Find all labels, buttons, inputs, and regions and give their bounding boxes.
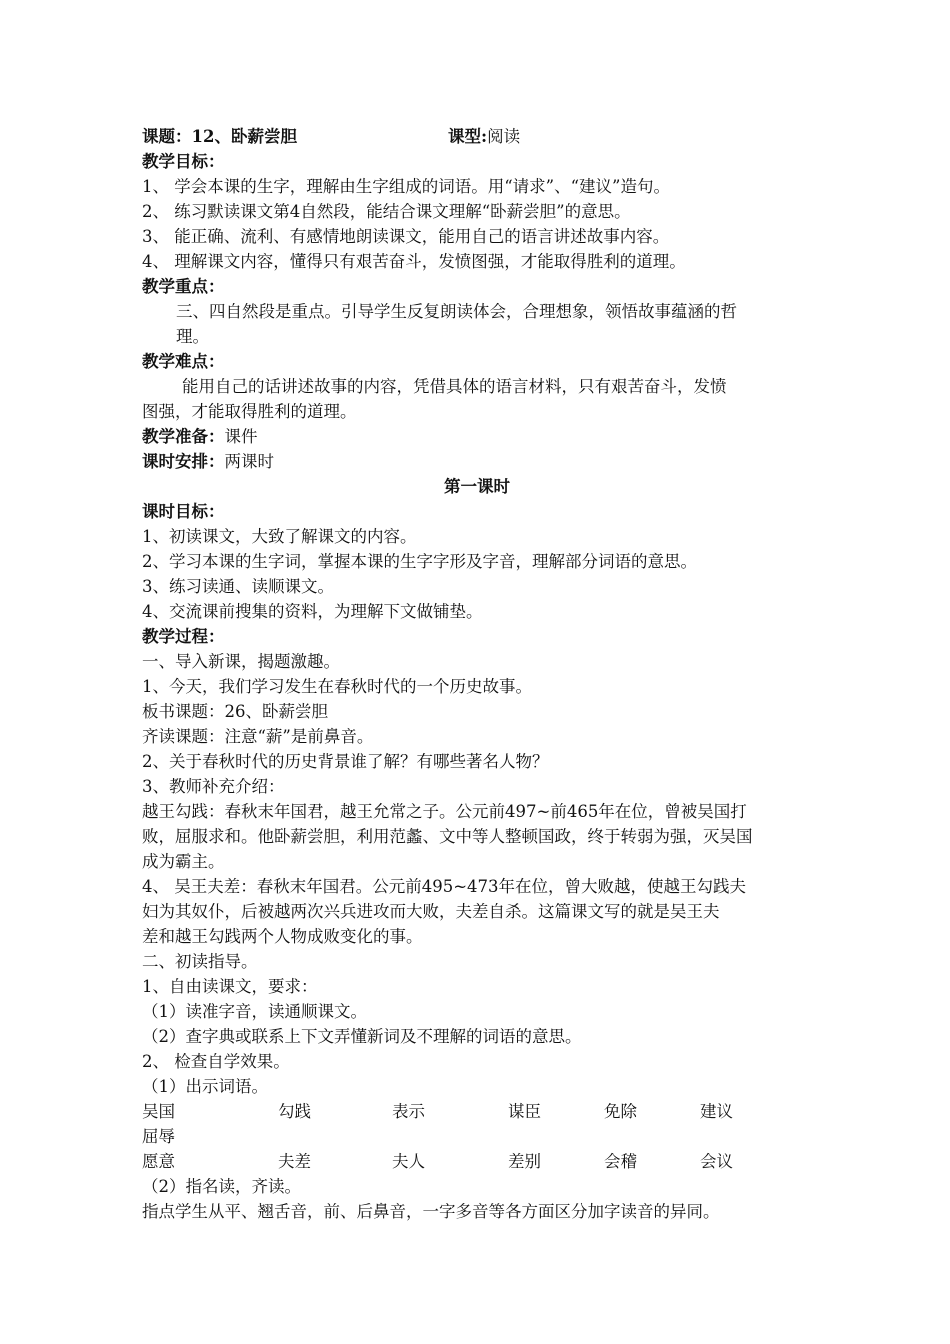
lesson-goal-item: 1、初读课文，大致了解课文的内容。 — [142, 527, 417, 546]
word: 吴国 — [142, 1102, 175, 1121]
prep-row — [142, 424, 812, 449]
process-line: （2）查字典或联系上下文弄懂新词及不理解的词语的意思。 — [142, 1027, 582, 1046]
fuchai-paragraph: 差和越王勾践两个人物成败变化的事。 — [142, 927, 423, 946]
process-line: 1、自由读课文，要求： — [142, 977, 318, 996]
type-label: 课型: — [448, 127, 488, 146]
fuchai-paragraph: 4、 吴王夫差：春秋末年国君。公元前495~473年在位，曾大败越，使越王勾践夫 — [142, 877, 747, 896]
difficulty-text-line1: 能用自己的话讲述故事的内容，凭借具体的语言材料，只有艰苦奋斗，发愤 — [182, 377, 727, 396]
schedule-label: 课时安排： — [142, 452, 225, 471]
process-line: 一、导入新课，揭题激趣。 — [142, 652, 340, 671]
process-line: 1、今天，我们学习发生在春秋时代的一个历史故事。 — [142, 677, 532, 696]
word: 表示 — [392, 1102, 425, 1121]
process-line: 齐读课题：注意“薪”是前鼻音。 — [142, 727, 374, 746]
word: 夫差 — [278, 1152, 311, 1171]
document-page — [142, 124, 812, 1224]
word: 差别 — [508, 1152, 541, 1171]
topic-label: 课题： — [142, 127, 192, 146]
lesson-goals-heading: 课时目标： — [142, 502, 225, 521]
goal-item: 2、 练习默读课文第4自然段，能结合课文理解“卧薪尝胆”的意思。 — [142, 202, 631, 221]
goujian-paragraph: 败，屈服求和。他卧薪尝胆，利用范蠡、文中等人整顿国政，终于转弱为强，灭吴国 — [142, 827, 753, 846]
process-line: （1）读准字音，读通顺课文。 — [142, 1002, 367, 1021]
goal-item: 4、 理解课文内容，懂得只有艰苦奋斗，发愤图强，才能取得胜利的道理。 — [142, 252, 686, 271]
topic-value: 12、卧薪尝胆 — [191, 127, 297, 146]
focus-text-line1: 三、四自然段是重点。引导学生反复朗读体会，合理想象，领悟故事蕴涵的哲 — [176, 302, 737, 321]
type-value: 阅读 — [487, 127, 521, 146]
title-row — [142, 124, 812, 149]
process-line: 板书课题：26、卧薪尝胆 — [142, 702, 328, 721]
word-row-1 — [142, 1099, 812, 1124]
process-line: 3、教师补充介绍： — [142, 777, 285, 796]
word: 夫人 — [392, 1152, 425, 1171]
word: 免除 — [604, 1102, 637, 1121]
word: 建议 — [700, 1102, 733, 1121]
word: 会议 — [700, 1152, 733, 1171]
goujian-paragraph: 成为霸主。 — [142, 852, 225, 871]
difficulty-heading: 教学难点： — [142, 352, 225, 371]
process-line: 2、关于春秋时代的历史背景谁了解？有哪些著名人物？ — [142, 752, 549, 771]
process-line: 2、 检查自学效果。 — [142, 1052, 290, 1071]
word: 勾践 — [278, 1102, 311, 1121]
lesson-goal-item: 2、学习本课的生字词，掌握本课的生字字形及字音，理解部分词语的意思。 — [142, 552, 697, 571]
focus-heading: 教学重点： — [142, 277, 225, 296]
fuchai-paragraph: 妇为其奴仆，后被越两次兴兵进攻而大败，夫差自杀。这篇课文写的就是吴王夫 — [142, 902, 720, 921]
lesson-goal-item: 4、交流课前搜集的资料，为理解下文做铺垫。 — [142, 602, 483, 621]
schedule-value: 两课时 — [224, 452, 274, 471]
schedule-row — [142, 449, 812, 474]
word: 谋臣 — [508, 1102, 541, 1121]
goal-item: 1、 学会本课的生字，理解由生字组成的词语。用“请求”、“建议”造句。 — [142, 177, 670, 196]
process-heading: 教学过程： — [142, 627, 225, 646]
prep-value: 课件 — [224, 427, 258, 446]
word: 屈辱 — [142, 1127, 175, 1146]
word: 愿意 — [142, 1152, 175, 1171]
process-line: （2）指名读，齐读。 — [142, 1177, 301, 1196]
word-row-2 — [142, 1149, 812, 1174]
process-line: 二、初读指导。 — [142, 952, 258, 971]
word: 会稽 — [604, 1152, 637, 1171]
difficulty-text-line2: 图强，才能取得胜利的道理。 — [142, 402, 357, 421]
lesson-goal-item: 3、练习读通、读顺课文。 — [142, 577, 334, 596]
process-line: 指点学生从平、翘舌音，前、后鼻音，一字多音等各方面区分加字读音的异同。 — [142, 1202, 720, 1221]
process-line: （1）出示词语。 — [142, 1077, 268, 1096]
goujian-paragraph: 越王勾践：春秋末年国君，越王允常之子。公元前497~前465年在位，曾被吴国打 — [142, 802, 747, 821]
goals-heading: 教学目标： — [142, 152, 225, 171]
focus-text-line2: 理。 — [176, 327, 209, 346]
goal-item: 3、 能正确、流利、有感情地朗读课文，能用自己的语言讲述故事内容。 — [142, 227, 670, 246]
prep-label: 教学准备： — [142, 427, 225, 446]
section-title: 第一课时 — [444, 477, 510, 496]
